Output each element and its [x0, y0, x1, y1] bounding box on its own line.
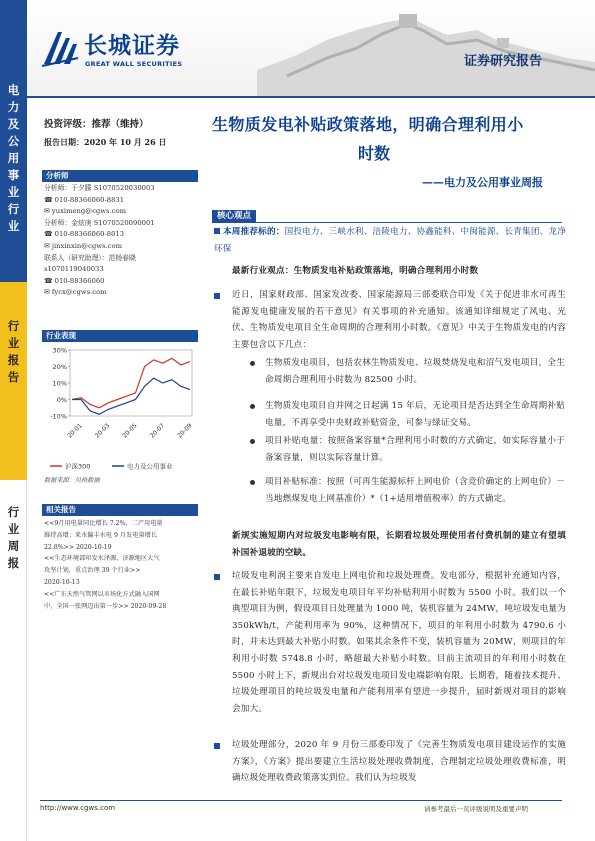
- report-type: 证券研究报告: [464, 54, 543, 69]
- bullet-icon: [250, 404, 255, 409]
- header-rule: [27, 96, 595, 98]
- x-tick-label: 20-03: [93, 422, 112, 440]
- analyst-line: ☎ 010-88366060-8831: [44, 195, 125, 204]
- paragraph-1: 近日，国家财政部、国家发改委、国家能源局三部委联合印发《关于促进非水可再生能源发电健康发展的若干意见》有关事项的补充通知。该通知详细规定了风电、光伏、生物质发电项目全生命周期的合理利用小时数。《意见》中关于生物质发电的内容主要包含以下几点：: [232, 290, 566, 350]
- y-tick-label: -10%: [50, 412, 67, 421]
- square-bullet-icon: [214, 574, 220, 580]
- strip-char: 业: [7, 336, 20, 350]
- related-report-line[interactable]: 22.8%>> 2020-10-19: [44, 543, 112, 551]
- related-report-line[interactable]: <<生态环境部印发水泽源、济源地区大气: [44, 555, 160, 563]
- analyst-line: 联系人（研究助理）：范杨春晓: [44, 253, 136, 262]
- logo-mark-icon: [40, 28, 80, 70]
- x-tick-label: 20-07: [148, 422, 167, 440]
- picks-list: 国投电力、三峡水利、涪陵电力、协鑫能科、中闽能源、长青集团、龙净环保: [214, 227, 567, 254]
- footer-disclaimer: 请参考最后一页评级说明及重要声明: [424, 805, 528, 813]
- picks: [214, 224, 566, 257]
- strip-char: 告: [7, 370, 20, 384]
- core-head-bar: [212, 210, 562, 223]
- analyst-line[interactable]: ✉ fycx@cgws.com: [44, 288, 107, 297]
- strip-char: 事: [7, 168, 20, 182]
- bullet-icon: [250, 439, 255, 444]
- square-bullet-icon: [214, 293, 220, 299]
- rating: 投资评级：推荐（维持）: [44, 119, 149, 130]
- data-source: 数据来源：贝格数据: [44, 477, 100, 484]
- strip-label-industry: [0, 82, 27, 235]
- analyst-line[interactable]: ✉ jinxinxin@cgws.com: [44, 241, 123, 250]
- strip-char: 报: [7, 556, 20, 570]
- bullet-icon: [250, 361, 255, 366]
- strip-label-report: [0, 318, 27, 386]
- analyst-line[interactable]: ✉ yuximeng@cgws.com: [44, 207, 127, 216]
- analysts-head: 分析师: [42, 170, 198, 182]
- strip-char: 电: [7, 83, 20, 97]
- series-line: [72, 378, 190, 414]
- square-bullet-icon: [214, 743, 220, 749]
- strip-label-weekly: [0, 504, 27, 572]
- y-tick-label: 0%: [56, 396, 67, 404]
- x-tick-label: 20-01: [66, 422, 84, 440]
- logo: [40, 24, 220, 74]
- picks-label: 本周推荐标的：: [223, 227, 285, 237]
- x-tick-label: 20-09: [176, 422, 194, 440]
- latest-label: 最新行业观点：: [232, 266, 294, 276]
- strip-char: 行: [7, 319, 20, 333]
- core-head: 核心观点: [212, 210, 256, 223]
- strip-char: 及: [7, 117, 20, 131]
- subtitle: ——电力及公用事业周报: [422, 176, 543, 189]
- legend-label: 沪深300: [65, 462, 91, 471]
- bullet-3: 项目补贴电量：按照备案容量*合理利用小时数的方式确定，如实际容量小于备案容量，则以实际容量计算。: [265, 436, 565, 463]
- related-report-line[interactable]: 中，全国一张网迈出第一步>> 2020-09-28: [44, 602, 167, 610]
- title-line-1: 生物质发电补贴政策落地，明确合理利用小: [212, 115, 524, 134]
- chart-head: 行业表现: [42, 330, 198, 342]
- series-line: [72, 358, 190, 408]
- analyst-line: 分析师：于夕朦 S1070520030003: [44, 184, 155, 192]
- strip-char: 公: [7, 134, 20, 148]
- footer-url[interactable]: http://www.cgws.com: [40, 804, 116, 812]
- y-tick-label: 10%: [52, 379, 67, 388]
- industry-performance-chart: [42, 344, 198, 480]
- x-tick-label: 20-05: [121, 422, 139, 440]
- analyst-line: 分析师：金炫庚 S1070520090001: [44, 218, 155, 227]
- paragraph-2: 垃圾发电利润主要来自发电上网电价和垃圾处理费。发电部分，根据补充通知内容，在最长补贴年限下，垃圾发电项目年平均补贴利用小时数为 5500 小时。我们以一个典型项目为例，假设项目日处理量为 1000 吨，装机容量为 24MW，吨垃圾发电量为 350kWh/t，产能利用率为 90%，这种情况下，项目的年利用小时数为 4790.6 小时，并未达到最大补贴小时数。如果其余条件不变，装机容量为 20MW，则项目的年利用小时数 5748.8 小时，略超最大补贴小时数。目前主流项目的年利用小时数在 5500 小时上下，新规出台对垃圾发电项目发电端影响有限。长期看，随着技术提升、垃圾处理项目的吨垃圾发电量和产能利用率有望进一步提升，届时新规对项目的影响会加大。: [232, 571, 566, 714]
- emphasis: 新规实施短期内对垃圾发电影响有限，长期看垃圾处理使用者付费机制的建立有望填补国补退坡的空缺。: [232, 531, 566, 558]
- logo-name: 长城证券: [84, 33, 180, 59]
- strip-char: 行: [7, 505, 20, 519]
- related-report-line[interactable]: <<9月用电量同比增长 7.2%，二产用电量: [44, 520, 163, 527]
- bullet-2: 生物质发电项目自并网之日起满 15 年后，无论项目是否达到全生命周期补贴电量，不再享受中央财政补贴资金，可参与绿证交易。: [265, 401, 565, 428]
- bullet-4: 项目补贴标准：按照（可再生能源标杆上网电价（含竞价确定的上网电价）－当地燃煤发电上网基准价）*（1+适用增值税率）的方式确定。: [265, 477, 565, 504]
- related-report-line[interactable]: 2020-10-13: [44, 578, 80, 586]
- related-report-line[interactable]: 维持高增；来水偏丰水电 9 月发电量增长: [44, 531, 158, 539]
- footer-rule: [40, 800, 562, 801]
- related-report-line[interactable]: <<广东天然气管网以市场化方式融入国网: [44, 590, 160, 598]
- title-line-2: 时数: [358, 144, 391, 163]
- latest-text: 生物质发电补贴政策落地，明确合理利用小时数: [293, 266, 479, 276]
- strip-char: 报: [7, 353, 20, 367]
- y-tick-label: 30%: [52, 346, 67, 355]
- y-tick-label: 20%: [52, 363, 67, 371]
- analyst-line: s1070119040033: [44, 265, 104, 274]
- strip-char: 业: [7, 522, 20, 536]
- strip-char: 业: [7, 185, 20, 199]
- report-date: 报告日期：2020 年 10 月 26 日: [44, 137, 167, 147]
- bullet-1: 生物质发电项目，包括农林生物质发电、垃圾焚烧发电和沼气发电项目，全生命周期合理利用小时数为 82500 小时。: [265, 358, 565, 385]
- related-report-line[interactable]: 攻坚计划，重点治理 39 个行业>>: [44, 567, 141, 575]
- square-bullet-icon: [214, 228, 220, 234]
- analyst-list: [44, 183, 198, 299]
- latest-view: [232, 263, 566, 280]
- strip-char: 周: [7, 539, 20, 553]
- analyst-line: ☎ 010-88366060: [44, 276, 105, 285]
- strip-char: 行: [7, 202, 20, 216]
- related-head: 相关报告: [42, 504, 198, 516]
- analyst-line: ☎ 010-88366060-8013: [44, 230, 125, 239]
- bullet-icon: [250, 480, 255, 485]
- strip-char: 用: [7, 151, 20, 165]
- paragraph-3: 垃圾处理部分，2020 年 9 月份三部委印发了《完善生物质发电项目建设运作的实施方案》，《方案》提出要建立生活垃圾处理收费制度，合理制定垃圾处理收费标准，明确垃圾处理收费政策落实到位。我们认为垃圾发: [232, 740, 566, 784]
- strip-char: 业: [7, 219, 20, 233]
- related-list[interactable]: [44, 518, 198, 612]
- legend-label: 电力及公用事业: [127, 462, 173, 471]
- logo-english: GREAT WALL SECURITIES: [85, 60, 183, 68]
- strip-char: 力: [7, 100, 20, 114]
